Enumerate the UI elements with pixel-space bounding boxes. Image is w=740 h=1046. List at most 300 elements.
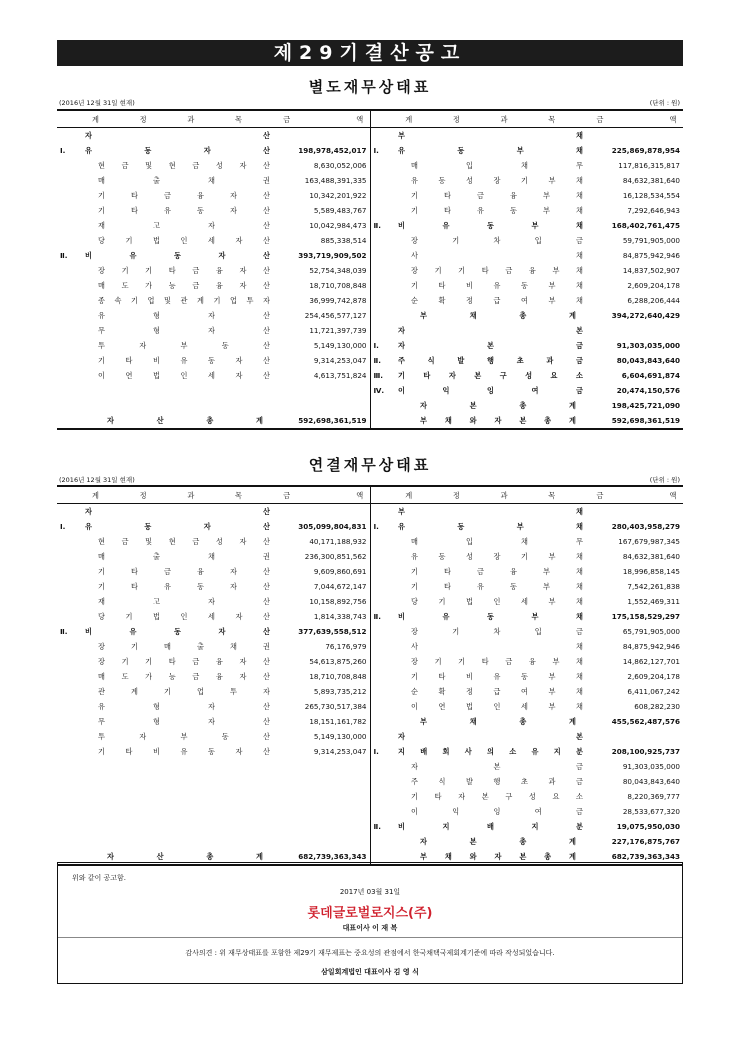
table-row bbox=[57, 203, 683, 218]
item-label-text: 자 본 금 bbox=[411, 762, 583, 771]
item-number bbox=[370, 398, 392, 413]
item-number bbox=[370, 188, 392, 203]
item-label-text: 자 본 총 계 bbox=[420, 401, 576, 410]
item-label-text: 매 출 채 권 bbox=[98, 176, 270, 185]
item-label-text: 주 식 발 행 초 과 금 bbox=[411, 777, 583, 786]
item-number bbox=[370, 774, 392, 789]
item-amount: 236,300,851,562 bbox=[304, 552, 367, 561]
item-amount: 5,893,735,212 bbox=[313, 687, 367, 696]
table-row bbox=[57, 308, 683, 323]
header-amount-label: 금 액 bbox=[283, 114, 364, 124]
item-label bbox=[392, 639, 590, 654]
item-label-text: 주 식 발 행 초 과 금 bbox=[398, 356, 583, 365]
item-number bbox=[57, 549, 79, 564]
item-number bbox=[370, 293, 392, 308]
item-label bbox=[392, 398, 590, 413]
item-number: Ⅳ. bbox=[370, 383, 392, 398]
item-label bbox=[79, 819, 277, 834]
item-label bbox=[392, 293, 590, 308]
item-number: Ⅰ. bbox=[370, 143, 392, 158]
item-amount: 84,875,942,946 bbox=[622, 642, 680, 651]
table-row bbox=[57, 278, 683, 293]
item-label bbox=[392, 714, 590, 729]
item-number: Ⅰ. bbox=[60, 522, 66, 531]
header-account-label: 계 정 과 목 bbox=[92, 490, 242, 500]
item-amount: 84,632,381,640 bbox=[622, 176, 680, 185]
table-row bbox=[57, 744, 683, 759]
item-number bbox=[370, 323, 392, 338]
header-account-label: 계 정 과 목 bbox=[92, 114, 242, 124]
item-number bbox=[370, 579, 392, 594]
item-amount: 5,589,483,767 bbox=[313, 206, 367, 215]
item-amount: 225,869,878,954 bbox=[611, 146, 680, 155]
item-number bbox=[370, 564, 392, 579]
item-number bbox=[57, 699, 79, 714]
item-amount: 14,837,502,907 bbox=[622, 266, 680, 275]
item-number bbox=[370, 158, 392, 173]
item-label-text: 기 타 비 유 동 부 채 bbox=[411, 281, 583, 290]
item-amount: 91,303,035,000 bbox=[622, 762, 680, 771]
item-amount: 9,609,860,691 bbox=[313, 567, 367, 576]
item-amount: 198,978,452,017 bbox=[298, 146, 367, 155]
item-label bbox=[392, 143, 590, 158]
header-account bbox=[370, 110, 590, 128]
table-row bbox=[57, 684, 683, 699]
item-label-text: 비 유 동 자 산 bbox=[85, 627, 270, 636]
item-label-text: 이 연 법 인 세 자 산 bbox=[98, 371, 270, 380]
item-amount: 18,996,858,145 bbox=[622, 567, 680, 576]
table-row bbox=[57, 834, 683, 849]
item-number bbox=[57, 338, 79, 353]
item-label bbox=[79, 173, 277, 188]
item-label-text: 유 동 부 채 bbox=[398, 522, 583, 531]
item-amount: 6,604,691,874 bbox=[621, 371, 680, 380]
item-amount bbox=[590, 323, 683, 338]
item-amount: 608,282,230 bbox=[634, 702, 680, 711]
item-label bbox=[392, 549, 590, 564]
item-label-text: 기 타 금 융 자 산 bbox=[98, 567, 270, 576]
item-amount: 208,100,925,737 bbox=[611, 747, 680, 756]
item-label-text: 기 타 유 동 부 채 bbox=[411, 206, 583, 215]
item-number bbox=[57, 759, 79, 774]
item-amount bbox=[277, 789, 370, 804]
header-amount bbox=[590, 486, 683, 504]
item-number bbox=[57, 278, 79, 293]
item-number bbox=[57, 203, 79, 218]
item-label bbox=[79, 248, 277, 263]
item-label bbox=[392, 278, 590, 293]
item-number bbox=[57, 323, 79, 338]
item-amount: 682,739,363,343 bbox=[298, 852, 367, 861]
audit-opinion: 감사의견 : 위 재무상태표를 포함한 제29기 재무제표는 중요성의 관점에서 한국채택국제회계기준에 따라 작성되었습니다. bbox=[185, 949, 555, 957]
item-label-text: 자 산 총 계 bbox=[107, 852, 263, 861]
item-number bbox=[370, 669, 392, 684]
item-label bbox=[79, 504, 277, 520]
item-label-text: 유 동 자 산 bbox=[85, 522, 270, 531]
item-number bbox=[57, 684, 79, 699]
item-number bbox=[370, 248, 392, 263]
item-amount: 227,176,875,767 bbox=[611, 837, 680, 846]
item-label-text: 유 동 자 산 bbox=[85, 146, 270, 155]
notice-footer bbox=[57, 862, 683, 984]
item-label-text: 장 기 차 입 금 bbox=[411, 627, 583, 636]
item-amount: 175,158,529,297 bbox=[611, 612, 680, 621]
table-row bbox=[57, 398, 683, 413]
table-row bbox=[57, 519, 683, 534]
item-number bbox=[370, 413, 392, 429]
item-amount bbox=[277, 774, 370, 789]
item-label-text: 부 채 총 계 bbox=[420, 717, 576, 726]
item-label-text: 장 기 기 타 금 융 자 산 bbox=[98, 657, 270, 666]
item-label-text: 유 동 부 채 bbox=[398, 146, 583, 155]
table-row bbox=[57, 248, 683, 263]
item-number bbox=[57, 368, 79, 383]
table-row bbox=[57, 789, 683, 804]
item-label-text: 매 도 가 능 금 융 자 산 bbox=[98, 672, 270, 681]
item-label bbox=[392, 218, 590, 233]
item-amount: 20,474,150,576 bbox=[616, 386, 680, 395]
item-label-text: 이 연 법 인 세 부 채 bbox=[411, 702, 583, 711]
table-row bbox=[57, 368, 683, 383]
item-amount bbox=[277, 759, 370, 774]
item-amount bbox=[277, 819, 370, 834]
item-amount: 10,342,201,922 bbox=[309, 191, 367, 200]
item-amount: 40,171,188,932 bbox=[309, 537, 367, 546]
table-row bbox=[57, 158, 683, 173]
item-label-text: 자 산 총 계 bbox=[107, 416, 263, 425]
item-number bbox=[57, 413, 79, 429]
item-amount: 167,679,987,345 bbox=[618, 537, 680, 546]
item-amount bbox=[277, 128, 370, 144]
item-number bbox=[57, 669, 79, 684]
item-label bbox=[79, 203, 277, 218]
item-number bbox=[57, 233, 79, 248]
item-number bbox=[57, 789, 79, 804]
table-row bbox=[57, 639, 683, 654]
item-amount: 54,613,875,260 bbox=[309, 657, 367, 666]
notice-date: 2017년 03월 31일 bbox=[339, 888, 401, 896]
header-row bbox=[57, 110, 683, 128]
item-amount: 1,552,469,311 bbox=[627, 597, 680, 606]
item-label-text: 유 동 성 장 기 부 채 bbox=[411, 552, 583, 561]
item-label bbox=[392, 789, 590, 804]
item-amount: 254,456,577,127 bbox=[304, 311, 367, 320]
item-label-text: 자 산 bbox=[85, 507, 270, 516]
item-label bbox=[392, 158, 590, 173]
item-label-text: 유 형 자 산 bbox=[98, 702, 270, 711]
item-label bbox=[79, 579, 277, 594]
item-number bbox=[57, 353, 79, 368]
item-label-text: 부 채 bbox=[398, 131, 583, 140]
item-label-text: 장 기 기 타 금 융 부 채 bbox=[411, 266, 583, 275]
item-number bbox=[57, 594, 79, 609]
header-amount-label: 금 액 bbox=[596, 490, 677, 500]
item-label-text: 장 기 기 타 금 융 자 산 bbox=[98, 266, 270, 275]
item-number bbox=[370, 699, 392, 714]
item-amount: 394,272,640,429 bbox=[611, 311, 680, 320]
item-label bbox=[392, 594, 590, 609]
item-amount: 76,176,979 bbox=[325, 642, 367, 651]
item-label bbox=[79, 308, 277, 323]
item-label-text: 기 타 유 동 자 산 bbox=[98, 206, 270, 215]
item-label bbox=[79, 639, 277, 654]
item-label bbox=[392, 729, 590, 744]
item-number: Ⅱ. bbox=[60, 627, 68, 636]
item-amount: 2,609,204,178 bbox=[627, 281, 680, 290]
item-label bbox=[79, 413, 277, 429]
item-amount: 18,151,161,782 bbox=[309, 717, 367, 726]
item-label-text: 기 타 금 융 부 채 bbox=[411, 567, 583, 576]
table-row bbox=[57, 564, 683, 579]
item-amount: 265,730,517,384 bbox=[304, 702, 367, 711]
item-amount: 4,613,751,824 bbox=[313, 371, 367, 380]
item-number: Ⅲ. bbox=[370, 368, 392, 383]
item-label bbox=[79, 804, 277, 819]
item-label-text: 당 기 법 인 세 부 채 bbox=[411, 597, 583, 606]
item-label-text: 이 익 잉 여 금 bbox=[398, 386, 583, 395]
company-name: 롯데글로벌로지스(주) bbox=[307, 906, 433, 921]
item-amount: 7,542,261,838 bbox=[627, 582, 680, 591]
item-label-text: 기 타 유 동 부 채 bbox=[411, 582, 583, 591]
item-label-text: 당 기 법 인 세 자 산 bbox=[98, 236, 270, 245]
item-amount: 18,710,708,848 bbox=[309, 281, 367, 290]
item-label bbox=[79, 383, 277, 398]
item-label bbox=[79, 188, 277, 203]
item-label-text: 부 채 bbox=[398, 507, 583, 516]
item-amount: 6,411,067,242 bbox=[627, 687, 680, 696]
item-amount: 7,044,672,147 bbox=[313, 582, 367, 591]
table-row bbox=[57, 729, 683, 744]
table-row bbox=[57, 233, 683, 248]
table-row bbox=[57, 173, 683, 188]
table-row bbox=[57, 383, 683, 398]
item-label bbox=[392, 744, 590, 759]
item-number bbox=[57, 579, 79, 594]
item-label bbox=[79, 789, 277, 804]
item-amount: 117,816,315,817 bbox=[618, 161, 680, 170]
item-number bbox=[57, 263, 79, 278]
item-label bbox=[392, 804, 590, 819]
item-label bbox=[79, 654, 277, 669]
item-number bbox=[370, 834, 392, 849]
separate-unit: (단위 : 원) bbox=[649, 99, 680, 107]
table-row bbox=[57, 699, 683, 714]
item-amount: 52,754,348,039 bbox=[309, 266, 367, 275]
table-row bbox=[57, 128, 683, 144]
item-number bbox=[57, 774, 79, 789]
table-row bbox=[57, 413, 683, 429]
item-number bbox=[57, 173, 79, 188]
item-label bbox=[79, 699, 277, 714]
item-label bbox=[79, 323, 277, 338]
header-account bbox=[370, 486, 590, 504]
item-amount: 592,698,361,519 bbox=[298, 416, 367, 425]
item-label bbox=[392, 534, 590, 549]
item-amount: 7,292,646,943 bbox=[627, 206, 680, 215]
item-number bbox=[370, 639, 392, 654]
item-label-text: 무 형 자 산 bbox=[98, 717, 270, 726]
item-label-text: 재 고 자 산 bbox=[98, 597, 270, 606]
item-amount: 19,075,950,030 bbox=[616, 822, 680, 831]
item-label bbox=[79, 293, 277, 308]
item-number bbox=[370, 549, 392, 564]
table-row bbox=[57, 804, 683, 819]
item-label-text: 사 채 bbox=[411, 251, 583, 260]
item-number bbox=[57, 609, 79, 624]
item-label bbox=[79, 128, 277, 144]
item-label-text: 자 본 금 bbox=[398, 341, 583, 350]
item-amount: 36,999,742,878 bbox=[309, 296, 367, 305]
item-label-text: 유 형 자 산 bbox=[98, 311, 270, 320]
table-row bbox=[57, 188, 683, 203]
item-label-text: 기 타 비 유 동 자 산 bbox=[98, 747, 270, 756]
item-number bbox=[370, 128, 392, 144]
item-number: Ⅰ. bbox=[370, 338, 392, 353]
item-number bbox=[370, 504, 392, 520]
item-number: Ⅱ. bbox=[370, 609, 392, 624]
header-row bbox=[57, 486, 683, 504]
separate-date: (2016년 12월 31일 현재) bbox=[59, 99, 135, 107]
item-label bbox=[79, 158, 277, 173]
item-amount: 592,698,361,519 bbox=[611, 416, 680, 425]
item-number bbox=[57, 128, 79, 144]
item-label-text: 비 유 동 자 산 bbox=[85, 251, 270, 260]
item-amount: 8,630,052,006 bbox=[313, 161, 367, 170]
item-label-text: 사 채 bbox=[411, 642, 583, 651]
item-number bbox=[370, 789, 392, 804]
item-label bbox=[79, 624, 277, 639]
item-label bbox=[79, 263, 277, 278]
item-amount bbox=[277, 504, 370, 520]
item-number bbox=[370, 534, 392, 549]
item-label bbox=[392, 413, 590, 429]
item-amount: 5,149,130,000 bbox=[313, 341, 367, 350]
item-label bbox=[392, 819, 590, 834]
item-amount: 305,099,804,831 bbox=[298, 522, 367, 531]
item-label bbox=[392, 338, 590, 353]
item-label bbox=[392, 564, 590, 579]
item-label bbox=[79, 218, 277, 233]
notice-text: 위와 같이 공고함. bbox=[72, 874, 127, 882]
item-label bbox=[392, 323, 590, 338]
item-amount: 28,533,677,320 bbox=[622, 807, 680, 816]
header-account-label: 계 정 과 목 bbox=[405, 114, 556, 124]
item-number bbox=[57, 834, 79, 849]
item-label bbox=[79, 594, 277, 609]
item-label bbox=[392, 774, 590, 789]
item-number bbox=[370, 714, 392, 729]
item-number bbox=[57, 804, 79, 819]
item-label bbox=[392, 248, 590, 263]
item-label-text: 기 타 비 유 동 부 채 bbox=[411, 672, 583, 681]
item-label-text: 부 채 총 계 bbox=[420, 311, 576, 320]
table-row bbox=[57, 534, 683, 549]
item-label-text: 순 확 정 급 여 부 채 bbox=[411, 687, 583, 696]
table-row bbox=[57, 338, 683, 353]
consolidated-date: (2016년 12월 31일 현재) bbox=[59, 476, 135, 484]
item-label-text: 기 타 자 본 구 성 요 소 bbox=[398, 371, 583, 380]
item-label-text: 관 계 기 업 투 자 bbox=[98, 687, 270, 696]
item-amount bbox=[277, 804, 370, 819]
item-label bbox=[392, 173, 590, 188]
item-number bbox=[370, 594, 392, 609]
item-label-text: 자 본 bbox=[398, 326, 583, 335]
table-row bbox=[57, 549, 683, 564]
table-row bbox=[57, 323, 683, 338]
table-row bbox=[57, 579, 683, 594]
item-label bbox=[79, 774, 277, 789]
item-amount: 16,128,534,554 bbox=[622, 191, 680, 200]
item-label-text: 장 기 기 타 금 융 부 채 bbox=[411, 657, 583, 666]
item-number bbox=[370, 684, 392, 699]
item-label bbox=[79, 398, 277, 413]
item-label bbox=[392, 654, 590, 669]
item-number: Ⅱ. bbox=[370, 353, 392, 368]
item-number bbox=[57, 383, 79, 398]
item-number bbox=[57, 744, 79, 759]
table-row bbox=[57, 624, 683, 639]
ceo-name: 대표이사 이 재 복 bbox=[342, 924, 398, 932]
item-label-text: 기 타 금 융 부 채 bbox=[411, 191, 583, 200]
item-number bbox=[370, 173, 392, 188]
header-amount bbox=[277, 486, 370, 504]
item-amount: 280,403,958,279 bbox=[611, 522, 680, 531]
item-label bbox=[392, 579, 590, 594]
item-number bbox=[57, 714, 79, 729]
item-label-text: 당 기 법 인 세 자 산 bbox=[98, 612, 270, 621]
item-amount: 10,158,892,756 bbox=[309, 597, 367, 606]
item-label-text: 투 자 부 동 산 bbox=[98, 341, 270, 350]
table-row bbox=[57, 594, 683, 609]
item-amount: 393,719,909,502 bbox=[298, 251, 367, 260]
item-amount: 1,814,338,743 bbox=[313, 612, 367, 621]
item-label bbox=[79, 744, 277, 759]
item-label bbox=[79, 338, 277, 353]
table-row bbox=[57, 609, 683, 624]
item-label-text: 부 채 와 자 본 총 계 bbox=[420, 852, 576, 861]
item-amount: 59,791,905,000 bbox=[622, 236, 680, 245]
table-row bbox=[57, 504, 683, 520]
item-label-text: 비 지 배 지 분 bbox=[398, 822, 583, 831]
item-label-text: 현 금 및 현 금 성 자 산 bbox=[98, 161, 270, 170]
item-number bbox=[370, 233, 392, 248]
item-label bbox=[392, 759, 590, 774]
header-amount-label: 금 액 bbox=[283, 490, 364, 500]
item-label-text: 이 익 잉 여 금 bbox=[411, 807, 583, 816]
table-row bbox=[57, 654, 683, 669]
auditor-name: 삼일회계법인 대표이사 김 영 식 bbox=[321, 968, 419, 976]
item-label-text: 유 동 성 장 기 부 채 bbox=[411, 176, 583, 185]
item-amount: 11,721,397,739 bbox=[309, 326, 367, 335]
table-row bbox=[57, 263, 683, 278]
item-number bbox=[370, 308, 392, 323]
item-amount: 18,710,708,848 bbox=[309, 672, 367, 681]
item-amount: 198,425,721,090 bbox=[611, 401, 680, 410]
item-amount: 455,562,487,576 bbox=[611, 717, 680, 726]
item-label-text: 매 입 채 무 bbox=[411, 161, 583, 170]
table-row bbox=[57, 218, 683, 233]
table-row bbox=[57, 293, 683, 308]
item-label-text: 장 기 매 출 채 권 bbox=[98, 642, 270, 651]
item-label bbox=[79, 609, 277, 624]
item-amount: 10,042,984,473 bbox=[309, 221, 367, 230]
item-label bbox=[79, 534, 277, 549]
item-label bbox=[392, 308, 590, 323]
header-account-label: 계 정 과 목 bbox=[405, 490, 556, 500]
header-amount bbox=[277, 110, 370, 128]
item-number bbox=[57, 398, 79, 413]
item-amount: 377,639,558,512 bbox=[298, 627, 367, 636]
